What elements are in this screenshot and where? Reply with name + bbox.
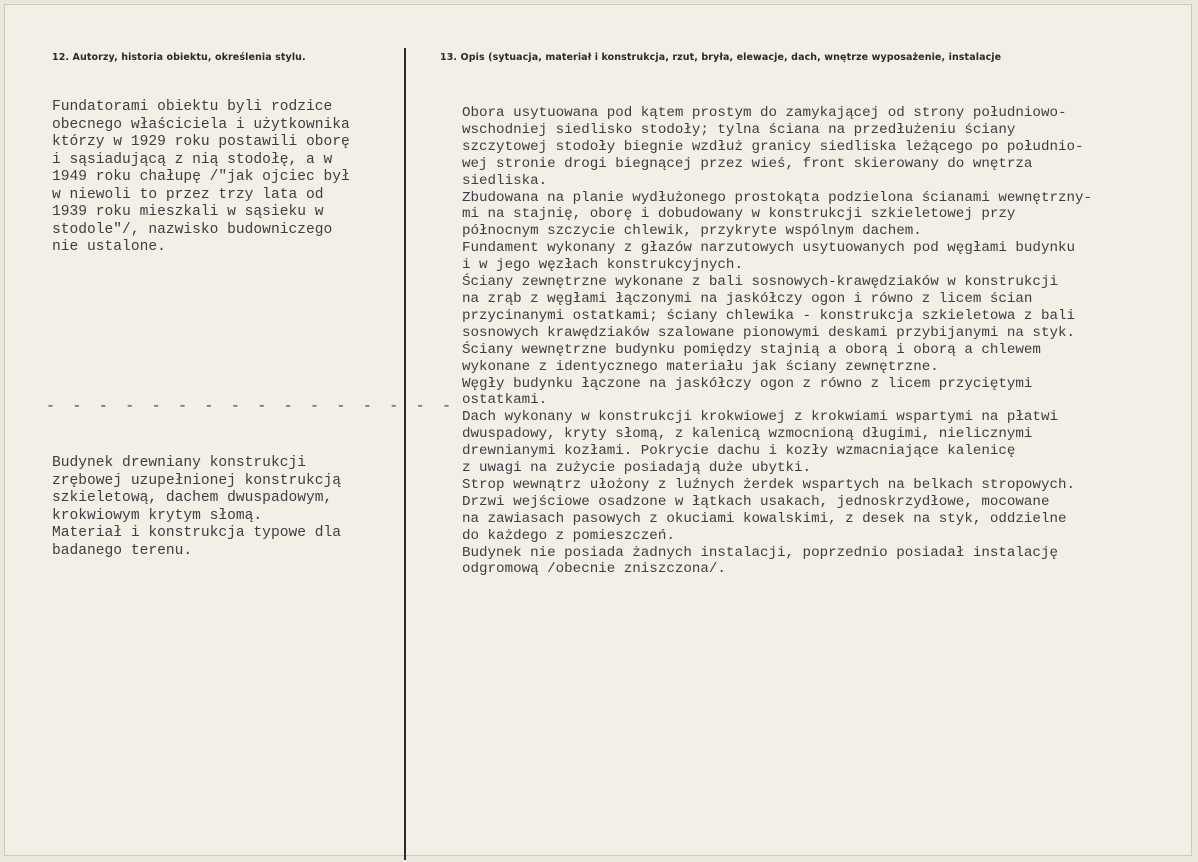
section-13-header: 13. Opis (sytuacja, materiał i konstrukcja, rzut, bryła, elewacje, dach, wnętrze wyposażenie, instalacje	[440, 52, 1002, 63]
style-definition-text: Budynek drewniany konstrukcji zrębowej uzupełnionej konstrukcją szkieletową, dachem dwuspadowym, krokwiowym krytym słomą. Materiał i konstrukcja typowe dla badanego terenu.	[52, 455, 342, 559]
section-12-header: 12. Autorzy, historia obiektu, określenia stylu.	[52, 52, 306, 63]
column-divider	[404, 48, 406, 860]
object-description-text: Obora usytuowana pod kątem prostym do zamykającej od strony południowo- wschodniej siedlisko stodoły; tylna ściana na przedłużeniu ściany szczytowej stodoły biegnie wzdłuż granicy siedliska leżącego po południo- wej stronie drogi biegnącej przez wieś, front skierowany do wnętrza siedliska. Zbudowana na planie wydłużonego prostokąta podzielona ścianami wewnętrzny- mi na stajnię, oborę i dobudowany w konstrukcji szkieletowej przy północnym szczycie chlewik, przykryte wspólnym dachem. Fundament wykonany z głazów narzutowych usytuowanych pod węgłami budynku i w jego węzłach konstrukcyjnych. Ściany zewnętrzne wykonane z bali sosnowych-krawędziaków w konstrukcji na zrąb z węgłami łączonymi na jaskółczy ogon i równo z licem ścian przycinanymi ostatkami; ściany chlewika - konstrukcja szkieletowa z bali sosnowych krawędziaków szalowane pionowymi deskami przybijanymi na styk. Ściany wewnętrzne budynku pomiędzy stajnią a oborą i oborą a chlewem wykonane z identycznego materiału jak ściany zewnętrzne. Węgły budynku łączone na jaskółczy ogon z równo z licem przyciętymi ostatkami. Dach wykonany w konstrukcji krokwiowej z krokwiami wspartymi na płatwi dwuspadowy, kryty słomą, z kalenicą wzmocnioną długimi, nielicznymi drewnianymi kozłami. Pokrycie dachu i kozły wzmacniające kalenicę z uwagi na zużycie posiadają duże ubytki. Strop wewnątrz ułożony z luźnych żerdek wspartych na belkach stropowych. Drzwi wejściowe osadzone w łątkach usakach, jednoskrzydłowe, mocowane na zawiasach pasowych z okuciami kowalskimi, z desek na styk, oddzielne do każdego z pomieszczeń. Budynek nie posiada żadnych instalacji, poprzednio posiadał instalację odgromową /obecnie zniszczona/.	[462, 105, 1093, 578]
authors-history-text: Fundatorami obiektu byli rodzice obecnego właściciela i użytkownika którzy w 1929 roku postawili oborę i sąsiadującą z nią stodołę, a w 1949 roku chałupę /"jak ojciec był w niewoli to przez trzy lata od 1939 roku mieszkali w sąsieku w stodole"/, nazwisko budowniczego nie ustalone.	[52, 99, 350, 255]
dashed-separator: - - - - - - - - - - - - - - - -	[46, 398, 456, 415]
